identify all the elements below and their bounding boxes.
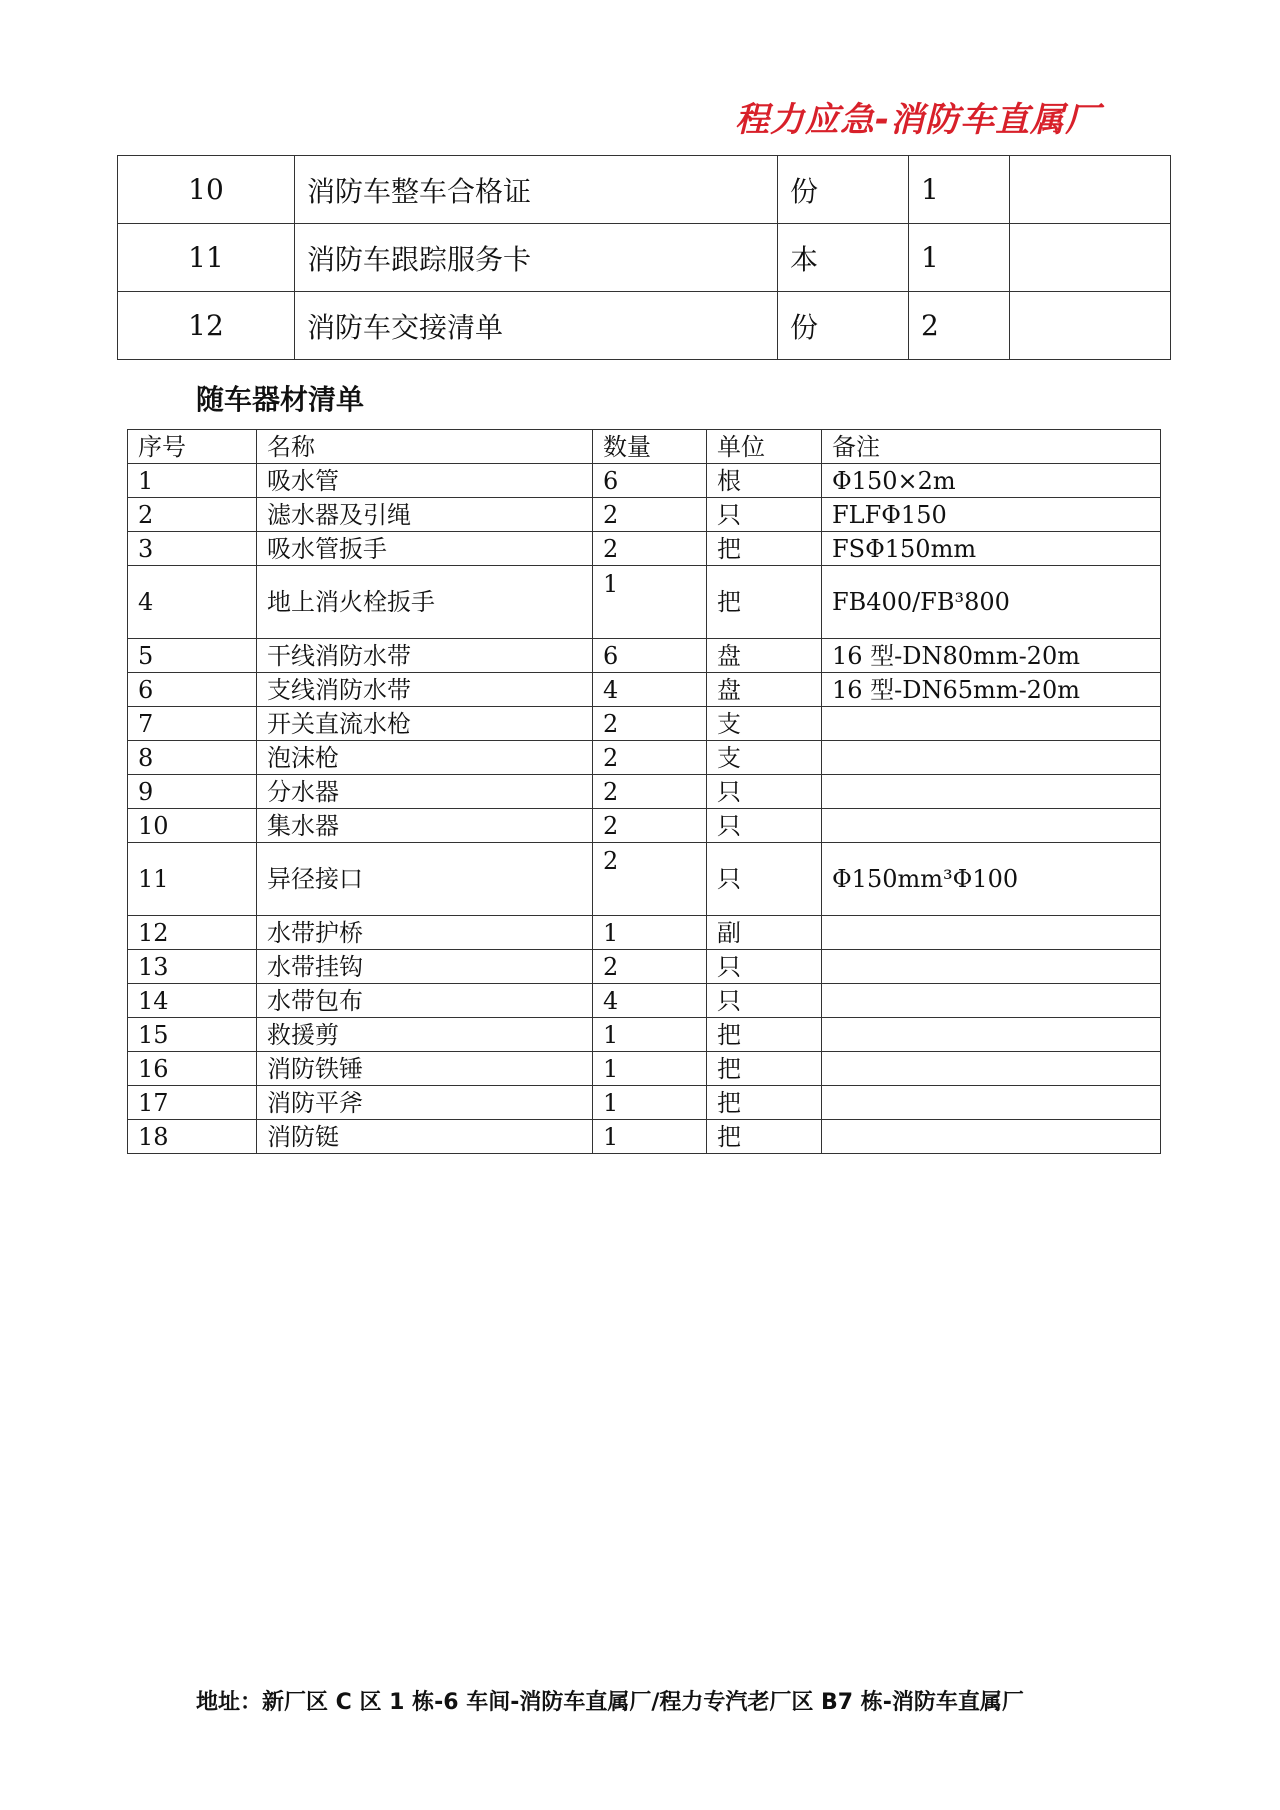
row-quantity: 2 — [593, 707, 707, 741]
row-note — [822, 809, 1161, 843]
row-quantity: 2 — [593, 498, 707, 532]
row-name: 救援剪 — [257, 1018, 593, 1052]
row-quantity: 6 — [593, 464, 707, 498]
row-number: 6 — [128, 673, 257, 707]
row-note: 16 型-DN80mm-20m — [822, 639, 1161, 673]
row-unit: 只 — [707, 809, 822, 843]
row-name: 吸水管扳手 — [257, 532, 593, 566]
table-row — [128, 950, 1161, 984]
row-number: 11 — [118, 224, 295, 292]
row-unit: 只 — [707, 843, 822, 916]
row-number: 1 — [128, 464, 257, 498]
footer-address: 地址：新厂区 C 区 1 栋-6 车间-消防车直属厂/程力专汽老厂区 B7 栋-消防车直属厂 — [196, 1690, 1024, 1715]
row-number: 14 — [128, 984, 257, 1018]
row-unit: 只 — [707, 498, 822, 532]
row-quantity: 1 — [909, 224, 1010, 292]
table-row — [128, 532, 1161, 566]
row-name: 水带包布 — [257, 984, 593, 1018]
row-unit: 根 — [707, 464, 822, 498]
row-unit: 盘 — [707, 639, 822, 673]
row-name: 地上消火栓扳手 — [257, 566, 593, 639]
row-unit: 份 — [778, 292, 909, 360]
header-note: 备注 — [822, 430, 1161, 464]
row-quantity: 4 — [593, 673, 707, 707]
table-row — [128, 984, 1161, 1018]
row-quantity: 2 — [593, 775, 707, 809]
row-quantity: 4 — [593, 984, 707, 1018]
table-row — [128, 809, 1161, 843]
row-note — [822, 916, 1161, 950]
row-quantity: 1 — [593, 1052, 707, 1086]
table-row — [128, 566, 1161, 639]
row-name: 消防铤 — [257, 1120, 593, 1154]
table-row — [128, 741, 1161, 775]
row-quantity: 1 — [909, 156, 1010, 224]
row-unit: 只 — [707, 775, 822, 809]
row-quantity: 1 — [593, 566, 707, 639]
row-unit: 把 — [707, 1120, 822, 1154]
row-unit: 把 — [707, 1018, 822, 1052]
row-number: 10 — [128, 809, 257, 843]
row-number: 15 — [128, 1018, 257, 1052]
row-name: 吸水管 — [257, 464, 593, 498]
row-number: 16 — [128, 1052, 257, 1086]
row-number: 9 — [128, 775, 257, 809]
row-number: 2 — [128, 498, 257, 532]
row-note — [822, 1086, 1161, 1120]
row-unit: 副 — [707, 916, 822, 950]
row-number: 12 — [118, 292, 295, 360]
row-name: 分水器 — [257, 775, 593, 809]
table-row — [128, 916, 1161, 950]
table-row — [128, 843, 1161, 916]
row-unit: 把 — [707, 1052, 822, 1086]
table-row — [128, 1052, 1161, 1086]
row-quantity: 1 — [593, 1086, 707, 1120]
table-header-row — [128, 430, 1161, 464]
row-note — [822, 1120, 1161, 1154]
table-row — [128, 1018, 1161, 1052]
row-quantity: 1 — [593, 1120, 707, 1154]
row-note — [1010, 156, 1171, 224]
row-note: 16 型-DN65mm-20m — [822, 673, 1161, 707]
header-name: 名称 — [257, 430, 593, 464]
row-name: 开关直流水枪 — [257, 707, 593, 741]
row-quantity: 2 — [909, 292, 1010, 360]
row-unit: 把 — [707, 532, 822, 566]
table-row — [118, 224, 1171, 292]
row-name: 异径接口 — [257, 843, 593, 916]
row-number: 11 — [128, 843, 257, 916]
table-row — [128, 1120, 1161, 1154]
row-note — [822, 1052, 1161, 1086]
row-number: 18 — [128, 1120, 257, 1154]
table-row — [128, 673, 1161, 707]
row-number: 4 — [128, 566, 257, 639]
table-row — [128, 1086, 1161, 1120]
row-note: Φ150×2m — [822, 464, 1161, 498]
row-unit: 把 — [707, 566, 822, 639]
row-note: FLFΦ150 — [822, 498, 1161, 532]
section-title: 随车器材清单 — [196, 383, 365, 416]
row-name: 消防车交接清单 — [295, 292, 778, 360]
row-note — [822, 775, 1161, 809]
header-no: 序号 — [128, 430, 257, 464]
table-row — [128, 707, 1161, 741]
row-name: 消防铁锤 — [257, 1052, 593, 1086]
row-number: 13 — [128, 950, 257, 984]
row-number: 7 — [128, 707, 257, 741]
header-qty: 数量 — [593, 430, 707, 464]
row-note: FSΦ150mm — [822, 532, 1161, 566]
row-note — [822, 1018, 1161, 1052]
row-note — [822, 707, 1161, 741]
table-row — [128, 464, 1161, 498]
row-name: 支线消防水带 — [257, 673, 593, 707]
row-note — [822, 741, 1161, 775]
equipment-table — [127, 429, 1161, 1154]
row-number: 5 — [128, 639, 257, 673]
row-name: 干线消防水带 — [257, 639, 593, 673]
row-quantity: 6 — [593, 639, 707, 673]
row-note — [1010, 292, 1171, 360]
row-name: 消防平斧 — [257, 1086, 593, 1120]
row-unit: 盘 — [707, 673, 822, 707]
row-name: 水带挂钩 — [257, 950, 593, 984]
row-name: 泡沫枪 — [257, 741, 593, 775]
table-row — [118, 292, 1171, 360]
row-quantity: 2 — [593, 950, 707, 984]
row-number: 3 — [128, 532, 257, 566]
row-unit: 支 — [707, 707, 822, 741]
row-number: 17 — [128, 1086, 257, 1120]
row-unit: 把 — [707, 1086, 822, 1120]
row-quantity: 1 — [593, 916, 707, 950]
row-name: 消防车整车合格证 — [295, 156, 778, 224]
row-unit: 只 — [707, 950, 822, 984]
row-note — [822, 950, 1161, 984]
row-unit: 份 — [778, 156, 909, 224]
row-name: 消防车跟踪服务卡 — [295, 224, 778, 292]
row-note — [1010, 224, 1171, 292]
document-list-table — [117, 155, 1171, 360]
header-unit: 单位 — [707, 430, 822, 464]
table-row — [128, 639, 1161, 673]
row-number: 10 — [118, 156, 295, 224]
row-unit: 本 — [778, 224, 909, 292]
row-name: 水带护桥 — [257, 916, 593, 950]
row-quantity: 2 — [593, 843, 707, 916]
row-name: 集水器 — [257, 809, 593, 843]
row-quantity: 2 — [593, 741, 707, 775]
row-unit: 只 — [707, 984, 822, 1018]
row-note: FB400/FB³800 — [822, 566, 1161, 639]
row-note: Φ150mm³Φ100 — [822, 843, 1161, 916]
row-unit: 支 — [707, 741, 822, 775]
table-row — [128, 498, 1161, 532]
row-name: 滤水器及引绳 — [257, 498, 593, 532]
table-row — [118, 156, 1171, 224]
row-quantity: 1 — [593, 1018, 707, 1052]
row-quantity: 2 — [593, 532, 707, 566]
row-number: 12 — [128, 916, 257, 950]
table-row — [128, 775, 1161, 809]
row-quantity: 2 — [593, 809, 707, 843]
row-number: 8 — [128, 741, 257, 775]
row-note — [822, 984, 1161, 1018]
brand-header: 程力应急-消防车直属厂 — [735, 100, 1101, 140]
